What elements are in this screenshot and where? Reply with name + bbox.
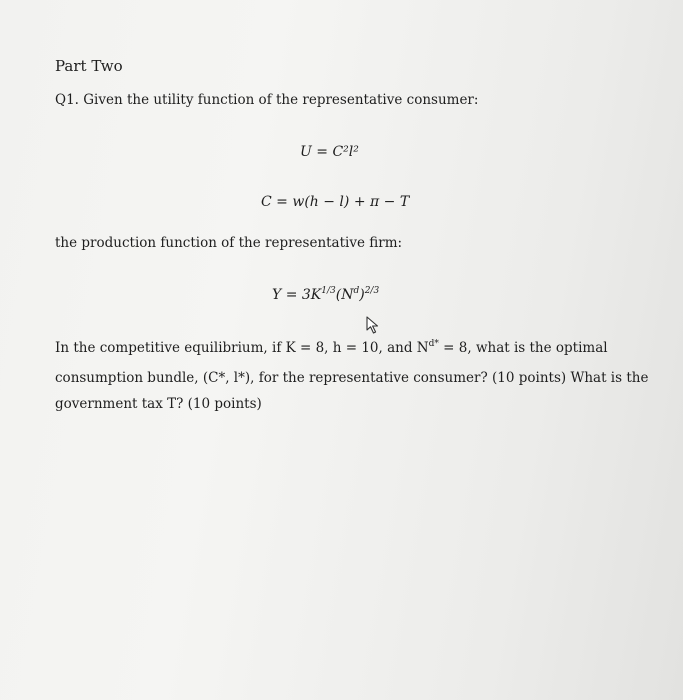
utility-lhs: U <box>300 144 312 160</box>
production-equation <box>272 287 379 303</box>
paragraph-line-1 <box>55 340 608 356</box>
mouse-pointer-icon <box>366 316 380 334</box>
paragraph-line-3: government tax T? (10 points) <box>55 396 262 412</box>
close-paren: ) <box>359 287 365 303</box>
production-label: the production function of the representative firm: <box>55 235 403 251</box>
utility-rhs: C²l² <box>332 144 359 160</box>
budget-equation: C = w(h − l) + π − T <box>261 194 410 210</box>
production-lhs: Y = 3K <box>272 287 322 303</box>
paragraph-line-1-end: = 8, what is the optimal <box>438 340 608 356</box>
part-title: Part Two <box>55 57 123 75</box>
question-intro: Q1. Given the utility function of the representative consumer: <box>55 92 479 108</box>
equals-sign: = <box>316 144 333 160</box>
exponent-capital: 1/3 <box>321 286 336 296</box>
labor-term: (N <box>335 287 354 303</box>
utility-equation <box>300 144 359 160</box>
superscript-d: d <box>353 286 360 296</box>
paragraph-line-2: consumption bundle, (C*, l*), for the representative consumer? (10 points) What is the <box>55 370 649 386</box>
superscript-d-star: d* <box>428 339 439 349</box>
exponent-labor: 2/3 <box>364 286 380 296</box>
paragraph-line-1-text: In the competitive equilibrium, if K = 8, h = 10, and N <box>55 340 429 356</box>
